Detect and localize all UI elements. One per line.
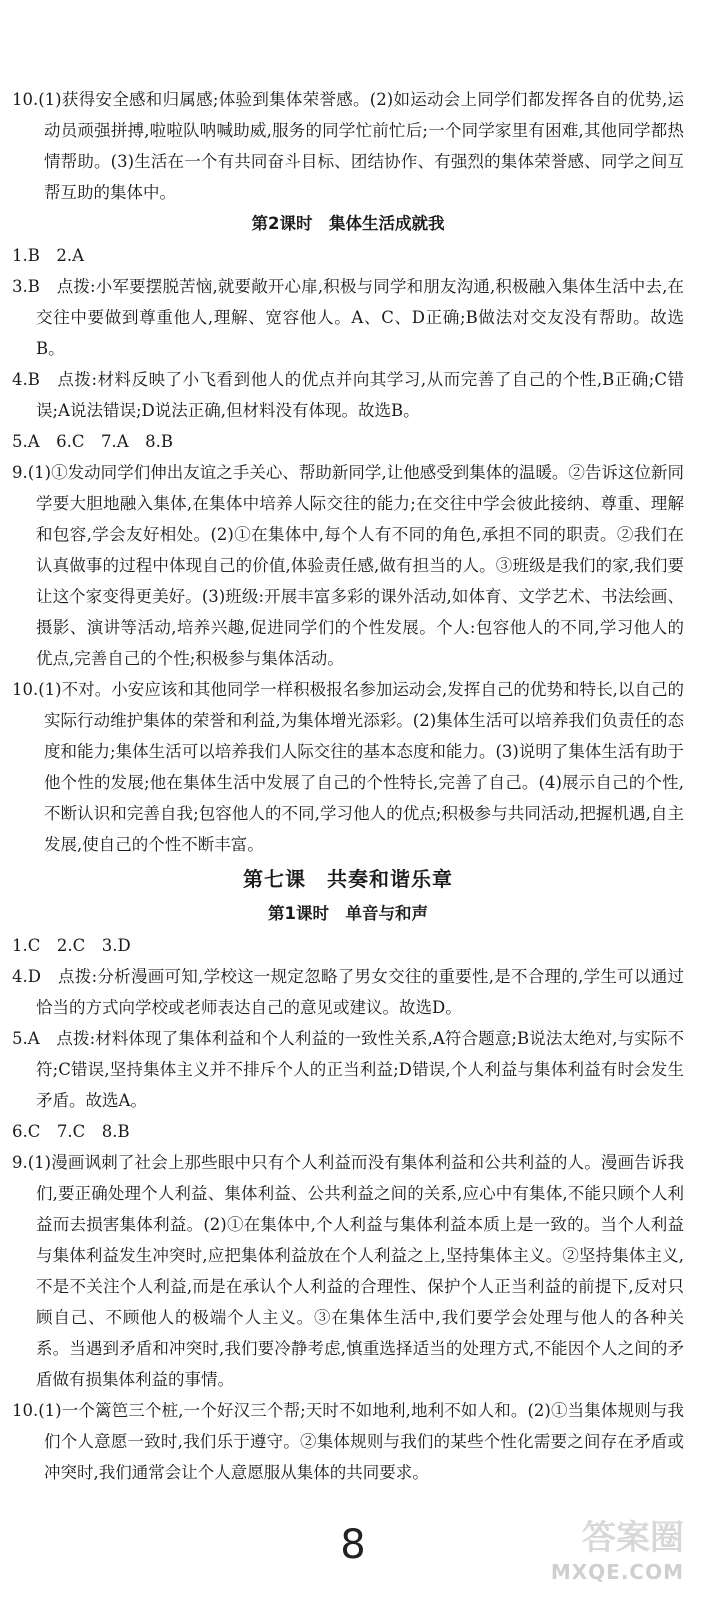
answer-s1-q5: 5.A 点拨:材料体现了集体利益和个人利益的一致性关系,A符合题意;B说法太绝对,与实际不符;C错误,坚持集体主义并不排斥个人的正当利益;D错误,个人利益与集体利益有时会发生矛盾。故选A。: [12, 1029, 684, 1110]
answer-s2-q3: 3.B 点拨:小军要摆脱苦恼,就要敞开心扉,积极与同学和朋友沟通,积极融入集体生活中去,在交往中要做到尊重他人,理解、宽容他人。A、C、D正确;B做法对交友没有帮助。故选B。: [12, 277, 684, 358]
handwritten-page-number: 8: [340, 1522, 366, 1568]
answer-s1-q4: 4.D 点拨:分析漫画可知,学校这一规定忽略了男女交往的重要性,是不合理的,学生可以通过恰当的方式向学校或老师表达自己的意见或建议。故选D。: [12, 967, 684, 1017]
lesson-heading-7: 第七课 共奏和谐乐章: [243, 867, 453, 891]
answer-s2-q10: 10.(1)不对。小安应该和其他同学一样积极报名参加运动会,发挥自己的优势和特长,以自己的实际行动维护集体的荣誉和利益,为集体增光添彩。(2)集体生活可以培养我们负责任的态度和能力;集体生活可以培养我们人际交往的基本态度和能力。(3)说明了集体生活有助于他个性的发展;他在集体生活中发展了自己的个性特长,完善了自己。(4)展示自己的个性,不断认识和完善自我;包容他人的不同,学习他人的优点;积极参与共同活动,把握机遇,自主发展,使自己的个性不断丰富。: [12, 680, 684, 854]
watermark-site-text: MXQE.COM: [550, 1560, 684, 1584]
section-heading-lesson-2: 第2课时 集体生活成就我: [251, 214, 445, 233]
answer-s1-q1-3: 1.C 2.C 3.D: [12, 936, 131, 955]
answer-s2-q9: 9.(1)①发动同学们伸出友谊之手关心、帮助新同学,让他感受到集体的温暖。②告诉这位新同学要大胆地融入集体,在集体中培养人际交往的能力;在交往中学会彼此接纳、尊重、理解和包容,学会友好相处。(2)①在集体中,每个人有不同的角色,承担不同的职责。②我们在认真做事的过程中体现自己的价值,体验责任感,做有担当的人。③班级是我们的家,我们要让这个家变得更美好。(3)班级:开展丰富多彩的课外活动,如体育、文学艺术、书法绘画、摄影、演讲等活动,培养兴趣,促进同学们的个性发展。个人:包容他人的不同,学习他人的优点,完善自己的个性;积极参与集体活动。: [12, 463, 684, 668]
answer-s2-q4: 4.B 点拨:材料反映了小飞看到他人的优点并向其学习,从而完善了自己的个性,B正确;C错误;A说法错误;D说法正确,但材料没有体现。故选B。: [12, 370, 684, 420]
section-heading-lesson-1: 第1课时 单音与和声: [268, 904, 428, 923]
answer-s1-q9: 9.(1)漫画讽刺了社会上那些眼中只有个人利益而没有集体利益和公共利益的人。漫画告诉我们,要正确处理个人利益、集体利益、公共利益之间的关系,应心中有集体,不能只顾个人利益而去损害集体利益。(2)①在集体中,个人利益与集体利益本质上是一致的。当个人利益与集体利益发生冲突时,应把集体利益放在个人利益之上,坚持集体主义。②坚持集体主义,不是不关注个人利益,而是在承认个人利益的合理性、保护个人正当利益的前提下,反对只顾自己、不顾他人的极端个人主义。③在集体生活中,我们要学会处理与他人的各种关系。当遇到矛盾和冲突时,我们要冷静考虑,慎重选择适当的处理方式,不能因个人之间的矛盾做有损集体利益的事情。: [12, 1153, 684, 1389]
site-watermark-logo: [548, 1510, 688, 1584]
watermark-logo-glyphs: 答案圈: [582, 1518, 684, 1558]
answer-s1-q10: 10.(1)一个篱笆三个桩,一个好汉三个帮;天时不如地利,地利不如人和。(2)①当集体规则与我们个人意愿一致时,我们乐于遵守。②集体规则与我们的某些个性化需要之间存在矛盾或冲突时,我们通常会让个人意愿服从集体的共同要求。: [12, 1401, 684, 1482]
answer-s1-q6-8: 6.C 7.C 8.B: [12, 1122, 130, 1141]
answer-q10-previous-lesson: 10.(1)获得安全感和归属感;体验到集体荣誉感。(2)如运动会上同学们都发挥各自的优势,运动员顽强拼搏,啦啦队呐喊助威,服务的同学忙前忙后;一个同学家里有困难,其他同学都热情帮助。(3)生活在一个有共同奋斗目标、团结协作、有强烈的集体荣誉感、同学之间互帮互助的集体中。: [12, 90, 684, 202]
answer-s2-q1-2: 1.B 2.A: [12, 246, 85, 265]
answer-s2-q5-8: 5.A 6.C 7.A 8.B: [12, 432, 174, 451]
